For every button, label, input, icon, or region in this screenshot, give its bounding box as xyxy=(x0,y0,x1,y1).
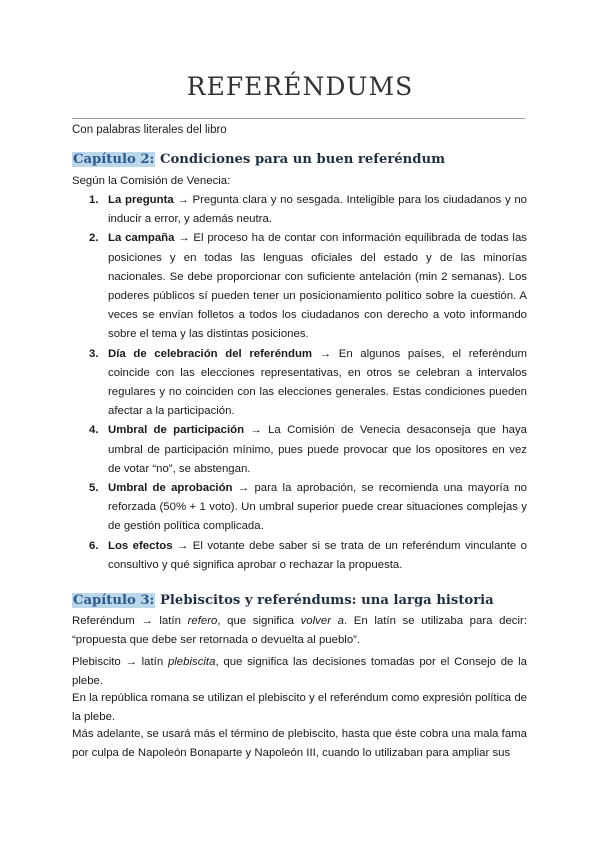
list-item xyxy=(72,191,527,229)
chapter-2-intro: Según la Comisión de Venecia: xyxy=(72,175,231,187)
list-item xyxy=(72,537,527,575)
list-item xyxy=(72,421,527,479)
chapter-3-label: Capítulo 3: xyxy=(73,593,155,608)
text-run: , que significa xyxy=(217,615,301,627)
text-run: , que significa las decisiones tomadas por el Consejo de la plebe. xyxy=(72,656,527,688)
list-item xyxy=(72,345,527,422)
text-run: Referéndum → latín xyxy=(72,615,188,627)
title-divider xyxy=(72,118,525,119)
chapter-3-paragraph-2 xyxy=(72,653,527,691)
list-item-number: 3. xyxy=(89,347,99,360)
text-run-italic: refero xyxy=(187,615,218,627)
list-item-term: Día de celebración del referéndum xyxy=(108,347,313,360)
list-item-number: 2. xyxy=(89,232,99,245)
list-item-text: → Pregunta clara y no sesgada. Inteligible para los ciudadanos y no inducir a error, y además neutra. xyxy=(108,194,528,226)
list-item-term: Umbral de participación xyxy=(108,424,245,437)
chapter-2-label: Capítulo 2: xyxy=(73,152,155,167)
list-item-text: → En algunos países, el referéndum coincide con las elecciones representativas, en otros se celebran a intervalos regulares y no coinciden con las elecciones generales. Estas condiciones pueden afectar a la participación. xyxy=(108,347,527,418)
text-run: . En latín se utilizaba para decir: “propuesta que debe ser retornada o devuelta al pueblo”. xyxy=(72,615,527,647)
list-item-term: La pregunta xyxy=(108,194,174,206)
list-item-term: Los efectos xyxy=(108,539,173,552)
list-item-number: 1. xyxy=(89,194,99,206)
list-item-text: → La Comisión de Venecia desaconseja que haya umbral de participación mínimo, pues puede provocar que los opositores en vez de votar “no”, se abstengan. xyxy=(108,424,527,475)
document-title: REFERÉNDUMS xyxy=(186,72,414,101)
list-item xyxy=(72,229,527,344)
conditions-list xyxy=(72,191,527,575)
list-item xyxy=(72,479,527,537)
chapter-3-title: Plebiscitos y referéndums: una larga historia xyxy=(160,593,494,608)
list-item-number: 6. xyxy=(89,539,99,552)
chapter-3-paragraph-3: En la república romana se utilizan el plebiscito y el referéndum como expresión política de la plebe. xyxy=(72,692,527,724)
chapter-2-title: Condiciones para un buen referéndum xyxy=(160,152,446,167)
chapter-3-paragraph-4: Más adelante, se usará más el término de plebiscito, hasta que éste cobra una mala fama por culpa de Napoleón Bonaparte y Napoleón III, cuando lo utilizaban para ampliar sus xyxy=(72,728,527,760)
list-item-term: Umbral de aprobación xyxy=(108,482,233,495)
list-item-number: 5. xyxy=(89,482,99,495)
list-item-text: → para la aprobación, se recomienda una mayoría no reforzada (50% + 1 voto). Un umbral superior puede crear situaciones complejas y de gestión política complicada. xyxy=(108,482,527,533)
list-item-text: → El votante debe saber si se trata de un referéndum vinculante o consultivo y qué significa aprobar o rechazar la propuesta. xyxy=(108,539,527,571)
chapter-3-heading xyxy=(72,593,494,608)
document-subtitle: Con palabras literales del libro xyxy=(72,124,227,136)
text-run-italic: volver a xyxy=(300,615,344,627)
chapter-3-paragraph-1 xyxy=(72,612,527,650)
list-item-text: → El proceso ha de contar con información equilibrada de todas las posiciones y en todas las lenguas oficiales del estado y de las minorías nacionales. Se debe proporcionar con suficiente antelación (min 2 semanas). Los poderes públicos sí pueden tener un posicionamiento político sobre la cuestión. A veces se envían folletos a todos los ciudadanos con derecho a voto informando sobre el tema y las distintas posiciones. xyxy=(108,232,527,341)
text-run-italic: plebiscita xyxy=(167,656,216,668)
chapter-2-heading xyxy=(72,152,445,167)
text-run: Plebiscito → latín xyxy=(72,656,168,668)
list-item-number: 4. xyxy=(89,424,99,437)
list-item-term: La campaña xyxy=(108,232,175,245)
